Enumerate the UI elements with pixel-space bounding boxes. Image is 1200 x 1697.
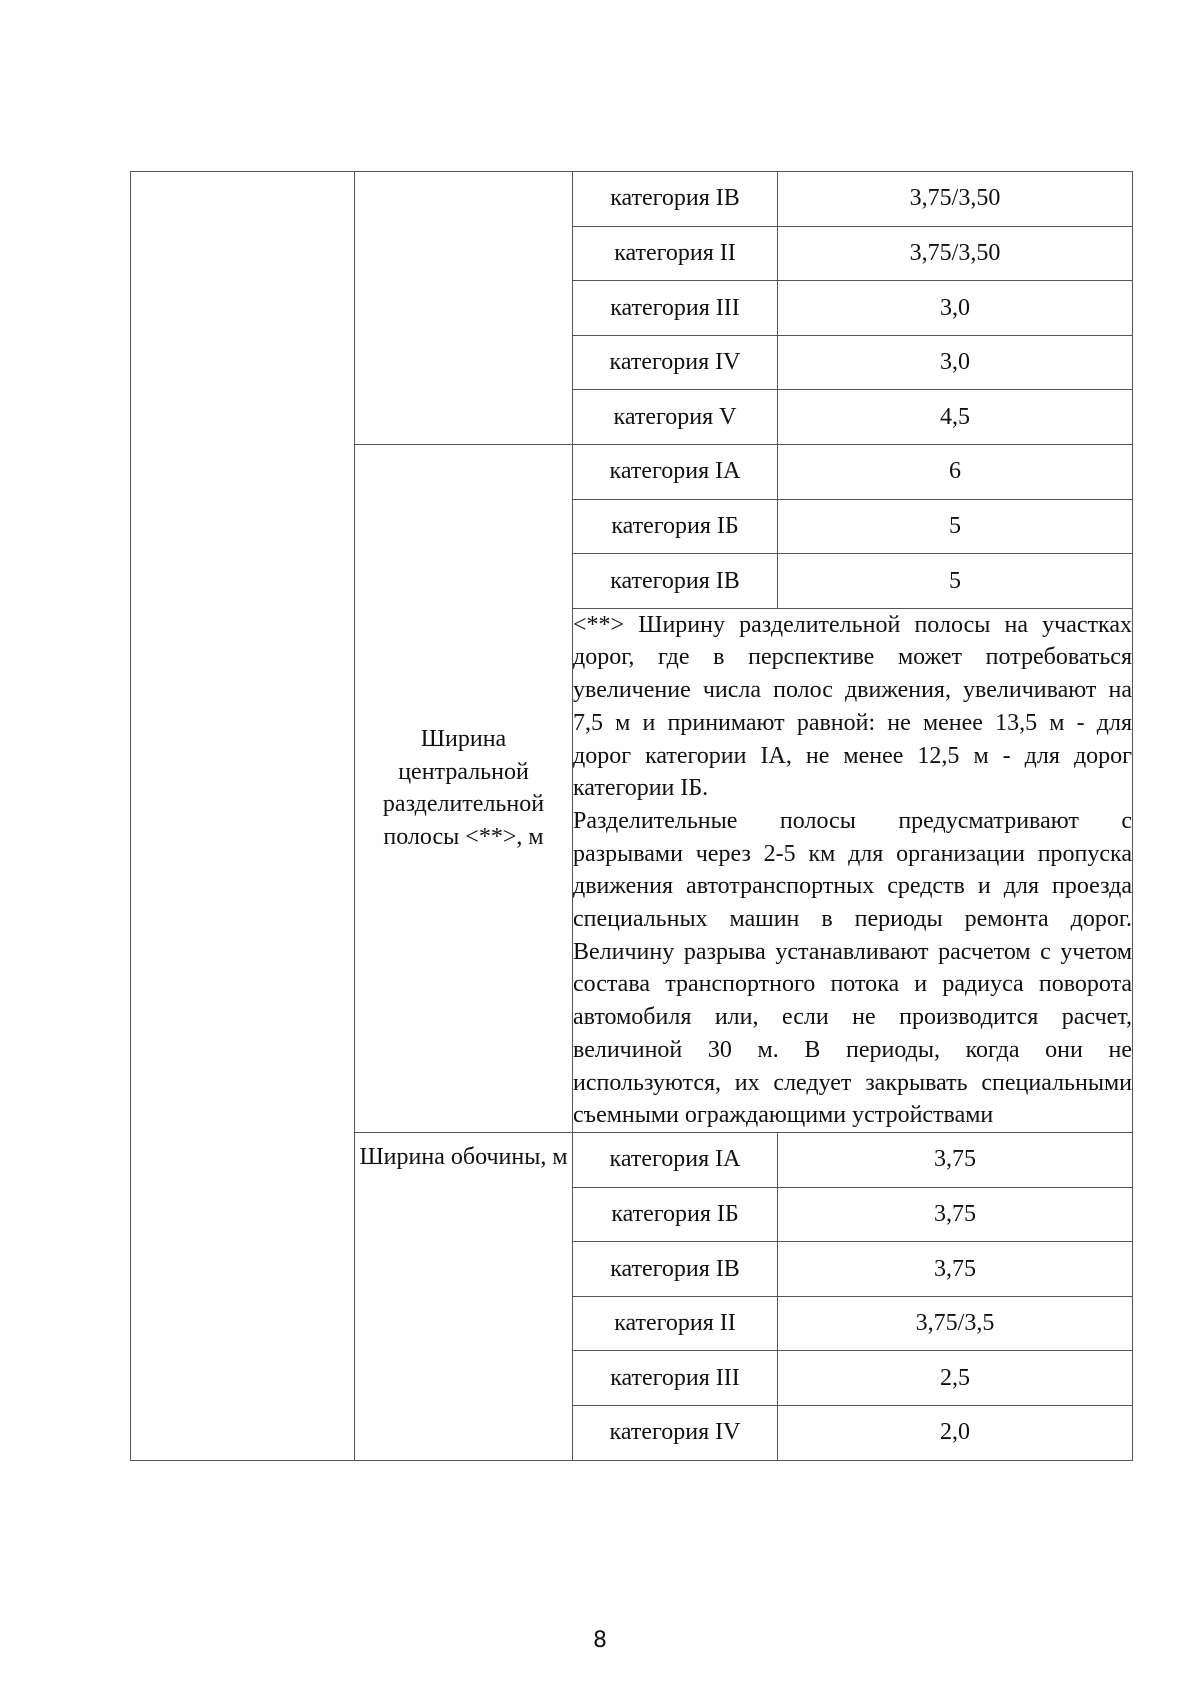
category-cell: категория IБ <box>573 499 778 554</box>
empty-first-column-cell <box>131 172 355 1461</box>
category-cell: категория IV <box>573 1405 778 1460</box>
value-cell: 3,75 <box>778 1187 1133 1242</box>
note-paragraph: Разделительные полосы предусматривают с разрывами через 2-5 км для организации пропуска движения автотранспортных средств и для проезда специальных машин в периоды ремонта дорог. Величину разрыва устанавливают расчетом с учетом состава транспортного потока и радиуса поворота автомобиля или, если не производится расчет, величиной 30 м. В периоды, когда они не используются, их следует закрывать специальными съемными ограждающими устройствами <box>573 807 1132 1129</box>
value-cell: 4,5 <box>778 390 1133 445</box>
value-cell: 3,75/3,5 <box>778 1296 1133 1351</box>
value-cell: 6 <box>778 444 1133 499</box>
category-cell: категория III <box>573 281 778 336</box>
road-parameters-table <box>130 171 1133 1461</box>
category-cell: категория II <box>573 226 778 281</box>
category-cell: категория IV <box>573 335 778 390</box>
page-number: 8 <box>593 1628 607 1653</box>
value-cell: 3,0 <box>778 335 1133 390</box>
value-cell: 5 <box>778 499 1133 554</box>
value-cell: 3,75 <box>778 1242 1133 1297</box>
category-cell: категория II <box>573 1296 778 1351</box>
category-cell: категория IВ <box>573 172 778 227</box>
value-cell: 3,0 <box>778 281 1133 336</box>
median-strip-note <box>573 608 1133 1132</box>
value-cell: 5 <box>778 554 1133 609</box>
table-row <box>131 172 1133 227</box>
category-cell: категория IА <box>573 444 778 499</box>
category-cell: категория IВ <box>573 554 778 609</box>
value-cell: 3,75 <box>778 1133 1133 1188</box>
category-cell: категория IА <box>573 1133 778 1188</box>
continued-parameter-cell <box>355 172 573 445</box>
value-cell: 2,5 <box>778 1351 1133 1406</box>
category-cell: категория III <box>573 1351 778 1406</box>
value-cell: 3,75/3,50 <box>778 172 1133 227</box>
category-cell: категория IБ <box>573 1187 778 1242</box>
value-cell: 3,75/3,50 <box>778 226 1133 281</box>
category-cell: категория V <box>573 390 778 445</box>
shoulder-width-label: Ширина обочины, м <box>355 1133 573 1461</box>
note-paragraph: <**> Ширину разделительной полосы на участках дорог, где в перспективе может потребоваться увеличение числа полос движения, увеличивают на 7,5 м и принимают равной: не менее 13,5 м - для дорог категории IА, не менее 12,5 м - для дорог категории IБ. <box>573 611 1132 802</box>
category-cell: категория IВ <box>573 1242 778 1297</box>
median-strip-label: Ширина центральной разделительной полосы <**>, м <box>355 444 573 1132</box>
value-cell: 2,0 <box>778 1405 1133 1460</box>
